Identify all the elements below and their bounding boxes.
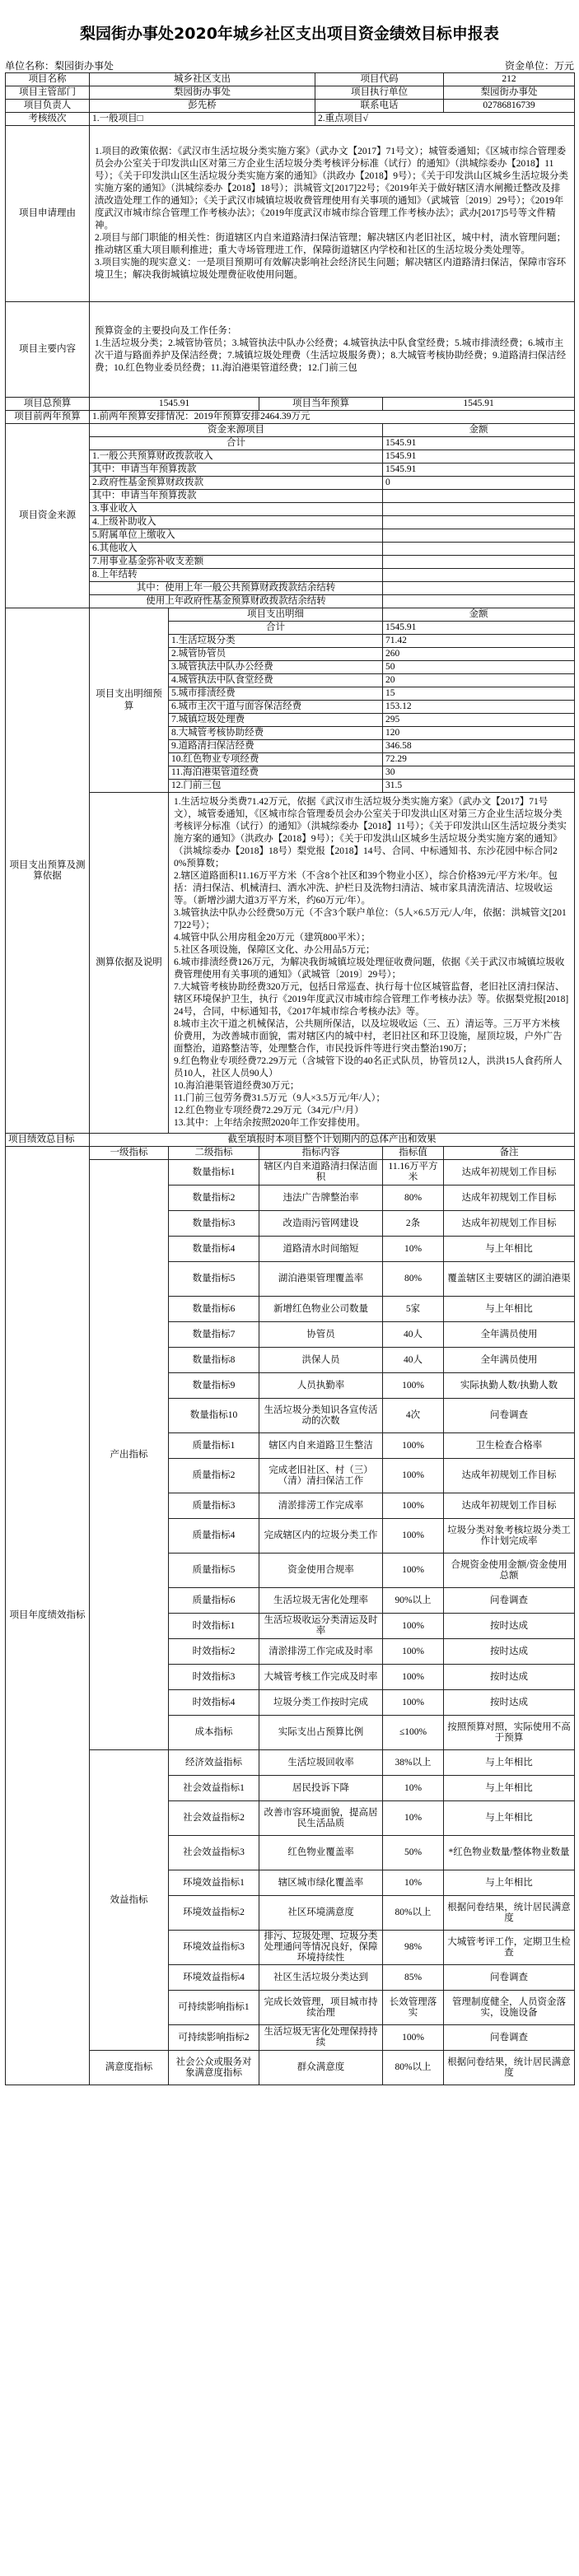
- indicator-value: 40人: [383, 1348, 444, 1373]
- indicator-content: 湖泊港渠管理覆盖率: [259, 1262, 383, 1297]
- indicator-level2: 社会效益指标1: [169, 1776, 259, 1801]
- indicator-note: 按时达成: [444, 1690, 575, 1716]
- indicator-value: 10%: [383, 1237, 444, 1262]
- indicator-content: 清淤排涝工作完成及时率: [259, 1639, 383, 1665]
- source-item: 1.一般公共预算财政拨款收入: [90, 450, 383, 463]
- source-amount: [383, 556, 575, 569]
- source-amount: 1545.91: [383, 463, 575, 477]
- indicator-level2: 数量指标7: [169, 1322, 259, 1348]
- level-general: 1.一般项目□: [90, 113, 315, 126]
- indicator-value: 80%以上: [383, 2051, 444, 2085]
- indicator-content: 清淤排涝工作完成率: [259, 1493, 383, 1519]
- year-budget-label: 项目当年预算: [259, 398, 383, 411]
- total-budget: 1545.91: [90, 398, 259, 411]
- indicator-group: 效益指标: [90, 1750, 169, 2051]
- source-amount: [383, 543, 575, 556]
- indicator-value: 38%以上: [383, 1750, 444, 1776]
- expense-section: [6, 608, 575, 1134]
- indicator-level2: 数量指标10: [169, 1399, 259, 1433]
- expense-amount: 30: [383, 766, 575, 780]
- expense-item: 11.海泊港渠管道经费: [169, 766, 383, 780]
- indicator-content: 社区生活垃圾分类达到: [259, 1965, 383, 1991]
- source-label: 项目资金来源: [6, 424, 90, 608]
- level-key: 2.重点项目√: [315, 113, 575, 126]
- indicator-level2: 质量指标1: [169, 1433, 259, 1459]
- indicator-note: 与上年相比: [444, 1776, 575, 1801]
- source-col-amount: 金额: [383, 424, 575, 437]
- expense-amount: 1545.91: [383, 622, 575, 635]
- indicator-content: 生活垃圾无害化处理保持持续: [259, 2025, 383, 2051]
- indicator-note: 根据问卷结果，统计居民满意度: [444, 2051, 575, 2085]
- expense-amount: 20: [383, 674, 575, 687]
- indicator-note: 与上年相比: [444, 1801, 575, 1836]
- indicator-content: 实际支出占预算比例: [259, 1716, 383, 1750]
- source-item: 7.用事业基金弥补收支差额: [90, 556, 383, 569]
- indicator-value: 80%: [383, 1186, 444, 1211]
- source-amount: 1545.91: [383, 450, 575, 463]
- indicator-level2: 时效指标1: [169, 1614, 259, 1639]
- indicator-content: 新增红色物业公司数量: [259, 1297, 383, 1322]
- indicator-level2: 数量指标2: [169, 1186, 259, 1211]
- expense-amount: 153.12: [383, 701, 575, 714]
- source-item: 其中：使用上年一般公共预算财政拨款结余结转: [90, 582, 383, 595]
- indicator-content: 生活垃圾分类知识各宣传活动的次数: [259, 1399, 383, 1433]
- indicator-note: 与上年相比: [444, 1870, 575, 1896]
- total-budget-label: 项目总预算: [6, 398, 90, 411]
- indicator-level2: 质量指标5: [169, 1554, 259, 1588]
- indicator-level2: 可持续影响指标1: [169, 1991, 259, 2025]
- overall-goal-label: 项目绩效总目标: [6, 1134, 90, 1147]
- indicator-level2: 可持续影响指标2: [169, 2025, 259, 2051]
- source-item: 6.其他收入: [90, 543, 383, 556]
- content-text: 预算资金的主要投向及工作任务： 1.生活垃圾分类；2.城管协管员；3.城管执法中队办公经费；4.城管执法中队食堂经费；5.城市排渍经费；6.城市主次干道与路面养护及保洁经费；7.城镇垃圾处理费（生活垃圾服务费）；8.大城管考核协助经费；9.道路清扫保洁经费；10.红色物业委员经费；11.海泊港渠管道经费；12.门前三包: [90, 302, 575, 398]
- expense-amount: 50: [383, 661, 575, 674]
- expense-item: 12.门前三包: [169, 780, 383, 793]
- indicator-value: 100%: [383, 1459, 444, 1493]
- indicator-note: 垃圾分类对象考核垃圾分类工作计划完成率: [444, 1519, 575, 1554]
- calc-basis-label: 测算依据及说明: [90, 793, 169, 1134]
- content-label: 项目主要内容: [6, 302, 90, 398]
- indicator-level2: 质量指标4: [169, 1519, 259, 1554]
- basis-text: 1.项目的政策依据：《武汉市生活垃圾分类实施方案》（武办文【2017】71号文）；城管委通知；《区城市综合管理委员会办公室关于印发洪山区对第三方企业生活垃圾分类考核评分标准（试行）的通知》（洪城综委办【2018】11号）；《关于印发洪山区生活垃圾分类实施方案的通知》（洪政办【2018】9号）；《关于印发洪山区城乡生活垃圾分类实施方案的通知》（洪城综委办【2018】18号）；洪城管文[2017]22号；《2019年关于做好辖区清水闸搬迁整改及排渍改造处理工作的通知》；《关于武汉市城镇垃圾收费管理使用有关事项的通知》（武城管〔2019〕29号）；《2019年度武汉市城市综合管理工作考核办法》；《2019年度武汉市城市综合管理工作考核办法》；武办[2017]5号等文件精神。 2.项目与部门职能的相关性：街道辖区内自来道路清扫保洁管理；解决辖区内老旧社区，城中村，渍水管理问题；推动辖区重大项目顺利推进；重大寺场管理进工作，保障街道辖区内学校和社区的生活垃圾分类处理等。 3.项目实施的现实意义：一是项目预期可有效解决影响社会经济民生问题；解决辖区内道路清扫保洁，保障市容环境卫生；解决我街城镇垃圾处理费征收使用问题。: [90, 126, 575, 302]
- indicator-level2: 成本指标: [169, 1716, 259, 1750]
- expense-item: 5.城市排渍经费: [169, 687, 383, 701]
- indicator-value: ≤100%: [383, 1716, 444, 1750]
- indicator-content: 洪保人员: [259, 1348, 383, 1373]
- indicator-level2: 社会公众或服务对象满意度指标: [169, 2051, 259, 2085]
- indicator-content: 辖区内自来道路卫生整洁: [259, 1433, 383, 1459]
- source-col-name: 资金来源项目: [90, 424, 383, 437]
- indicator-level2: 环境效益指标2: [169, 1896, 259, 1931]
- expense-col-amount: 金额: [383, 608, 575, 622]
- annual-indicator-label: 项目年度绩效指标: [6, 1147, 90, 2085]
- indicator-value: 100%: [383, 2025, 444, 2051]
- indicator-level2: 经济效益指标: [169, 1750, 259, 1776]
- indicator-content: 群众满意度: [259, 2051, 383, 2085]
- source-item: 合计: [90, 437, 383, 450]
- indicator-level2: 数量指标6: [169, 1297, 259, 1322]
- indicator-note: 根据问卷结果，统计居民满意度: [444, 1896, 575, 1931]
- expense-amount: 260: [383, 648, 575, 661]
- indicator-value: 100%: [383, 1614, 444, 1639]
- source-amount: [383, 516, 575, 529]
- indicator-content: 大城管考核工作完成及时率: [259, 1665, 383, 1690]
- indicator-value: 100%: [383, 1493, 444, 1519]
- indicator-note: 合规资金使用金额/资金使用总额: [444, 1554, 575, 1588]
- source-item: 其中：申请当年预算拨款: [90, 463, 383, 477]
- indicator-note: 达成年初规划工作目标: [444, 1493, 575, 1519]
- indicator-content: 协管员: [259, 1322, 383, 1348]
- source-item: 8.上年结转: [90, 569, 383, 582]
- source-item: 使用上年政府性基金预算财政拨款结余结转: [90, 595, 383, 608]
- indicator-value: 10%: [383, 1776, 444, 1801]
- expense-col-name: 项目支出明细: [169, 608, 383, 622]
- indicator-value: 5家: [383, 1297, 444, 1322]
- indicator-content: 生活垃圾收运分类清运及时率: [259, 1614, 383, 1639]
- indicator-level2: 数量指标9: [169, 1373, 259, 1399]
- indicator-value: 80%以上: [383, 1896, 444, 1931]
- indicator-value: 100%: [383, 1639, 444, 1665]
- indicator-note: 按时达成: [444, 1614, 575, 1639]
- indicator-note: 与上年相比: [444, 1237, 575, 1262]
- indicator-note: 达成年初规划工作目标: [444, 1211, 575, 1237]
- indicator-note: 卫生检查合格率: [444, 1433, 575, 1459]
- indicator-value: 50%: [383, 1836, 444, 1870]
- indicator-content: 生活垃圾无害化处理率: [259, 1588, 383, 1614]
- indicator-note: 问卷调查: [444, 1588, 575, 1614]
- indicator-level2: 数量指标1: [169, 1160, 259, 1186]
- performance-table: [5, 72, 575, 2085]
- indicator-content: 完成老旧社区、村（三）（清）清扫保洁工作: [259, 1459, 383, 1493]
- dept-label: 项目主管部门: [6, 86, 90, 100]
- expense-item: 4.城管执法中队食堂经费: [169, 674, 383, 687]
- expense-item: 3.城管执法中队办公经费: [169, 661, 383, 674]
- dept: 梨园街办事处: [90, 86, 315, 100]
- indicator-note: 问卷调查: [444, 1965, 575, 1991]
- indicator-value: 10%: [383, 1801, 444, 1836]
- source-section: [6, 424, 575, 608]
- indicator-level2: 环境效益指标1: [169, 1870, 259, 1896]
- indicator-value: 100%: [383, 1554, 444, 1588]
- perf-section: [6, 1134, 575, 2085]
- indicator-content: 违法广告牌整治率: [259, 1186, 383, 1211]
- indicator-value: 4次: [383, 1399, 444, 1433]
- exec: 梨园街办事处: [444, 86, 575, 100]
- indicator-level2: 质量指标2: [169, 1459, 259, 1493]
- indicator-content: 资金使用合规率: [259, 1554, 383, 1588]
- person-label: 项目负责人: [6, 100, 90, 113]
- indicator-content: 改造雨污管网建设: [259, 1211, 383, 1237]
- expense-item: 1.生活垃圾分类: [169, 635, 383, 648]
- col-note: 备注: [444, 1147, 575, 1160]
- indicator-level2: 社会效益指标2: [169, 1801, 259, 1836]
- indicator-value: 2条: [383, 1211, 444, 1237]
- indicator-content: 道路清水时间缩短: [259, 1237, 383, 1262]
- indicator-note: 达成年初规划工作目标: [444, 1459, 575, 1493]
- indicator-level2: 数量指标4: [169, 1237, 259, 1262]
- indicator-note: 大城管考评工作，定期卫生检查: [444, 1931, 575, 1965]
- indicator-note: *红色物业数量/整体物业数量: [444, 1836, 575, 1870]
- source-item: 5.附属单位上缴收入: [90, 529, 383, 543]
- indicator-level2: 时效指标3: [169, 1665, 259, 1690]
- source-item: 3.事业收入: [90, 503, 383, 516]
- indicator-note: 按时达成: [444, 1665, 575, 1690]
- calc-basis-text: 1.生活垃圾分类费71.42万元，依据《武汉市生活垃圾分类实施方案》（武办文【2017】71号文），城管委通知，《区城市综合管理委员会办公室关于印发洪山区对第三方企业生活垃圾分类考核评分标准（试行）的通知》（洪城综委办【2018】11号）；《关于印发洪山区生活垃圾分类实施方案的通知》（洪政办【2018】9号）；《关于印发洪山区城乡生活垃圾分类实施方案的通知》（洪城综委办【2018】18号）梨党报【2018】14号、合同、中标通知书、东沙花园中标合同20%预算数； 2.辖区道路面积11.16万平方米（不含8个社区和39个物业小区），综合价格39元/平方米/年。包括：清扫保洁、机械清扫、洒水冲洗、护栏日及洗物扫清洁、城市家具清洗清洁、垃圾收运等。（新增沙湖大道3万平方米，约60万元/年）。 3.城管执法中队办公经费50万元（不含3个联户单位：（5人×6.5万元/人/年，依据：洪城管文[2017]22号）； 4.城管中队公用房租金20万元（建筑800平米）； 5.社区各项设施，保障区文化、办公用品5万元； 6.城市排渍经费126万元，为解决我街城镇垃圾处理征收费问题，依据《关于武汉市城镇垃圾收费管理使用有关事项的通知》（武城管〔2019〕29号）； 7.大城管考核协助经费320万元，包括日常巡查、执行每十位区城管监督，老旧社区清扫保洁、辖区环境保护卫生，执行《2019年度武汉市城市综合管理工作考核办法》等。依据梨党报[2018]24号，合同，中标通知书，《2017年城市综合考核办法》等。 8.城市主次干道之机械保洁，公共厕所保洁，以及垃圾收运（三、五）清运等。三万平方米核价费用，为改善城市面貌，需对辖区内的城中村，老旧社区和环卫设施，屋顶垃圾，户外广告面整治，道路整洁等，处理整合作，市民投诉件等进行突击整治190万； 9.红色物业专项经费72.29万元（含城管下设的40名正式队员，协管员12人，洪洪15人食药所人员10人，社区人员90人） 10.海泊港渠管道经费30万元； 11.门前三包劳务费31.5万元（9人×3.5万元/年/人）； 12.红色物业专项经费72.29万元（34元/户/月） 13.其中：上年结余按照2020年工作安排使用。: [169, 793, 575, 1134]
- project-code: 212: [444, 73, 575, 86]
- indicator-value: 11.16万平方米: [383, 1160, 444, 1186]
- indicator-content: 辖区内自来道路清扫保洁面积: [259, 1160, 383, 1186]
- col-value: 指标值: [383, 1147, 444, 1160]
- source-amount: 1545.91: [383, 437, 575, 450]
- source-amount: [383, 582, 575, 595]
- project-name-label: 项目名称: [6, 73, 90, 86]
- project-name: 城乡社区支出: [90, 73, 315, 86]
- person: 彭先桥: [90, 100, 315, 113]
- source-item: 4.上级补助收入: [90, 516, 383, 529]
- indicator-note: 达成年初规划工作目标: [444, 1160, 575, 1186]
- indicator-content: 生活垃圾回收率: [259, 1750, 383, 1776]
- indicator-level2: 质量指标6: [169, 1588, 259, 1614]
- meta-row: [5, 59, 574, 72]
- indicator-level2: 社会效益指标3: [169, 1836, 259, 1870]
- indicator-level2: 质量指标3: [169, 1493, 259, 1519]
- expense-amount: 295: [383, 714, 575, 727]
- expense-label: 项目支出预算及测算依据: [6, 608, 90, 1134]
- exec-label: 项目执行单位: [315, 86, 444, 100]
- indicator-note: 全年满员使用: [444, 1322, 575, 1348]
- indicator-note: 实际执勤人数/执勤人数: [444, 1373, 575, 1399]
- indicator-level2: 数量指标5: [169, 1262, 259, 1297]
- indicator-note: 按时达成: [444, 1639, 575, 1665]
- unit-name: 单位名称：梨园街办事处: [5, 60, 114, 72]
- indicator-value: 100%: [383, 1433, 444, 1459]
- indicator-content: 排污、垃圾处理、垃圾分类处理通问等情况良好，保障环境持续性: [259, 1931, 383, 1965]
- indicator-group: 产出指标: [90, 1160, 169, 1750]
- expense-item: 9.道路清扫保洁经费: [169, 740, 383, 753]
- indicator-value: 100%: [383, 1690, 444, 1716]
- indicator-value: 100%: [383, 1373, 444, 1399]
- money-unit: 资金单位：万元: [504, 60, 574, 72]
- expense-detail-label: 项目支出明细预算: [90, 608, 169, 793]
- indicator-level2: 时效指标2: [169, 1639, 259, 1665]
- indicator-level2: 时效指标4: [169, 1690, 259, 1716]
- expense-amount: 120: [383, 727, 575, 740]
- indicator-value: 80%: [383, 1262, 444, 1297]
- basis-label: 项目申请理由: [6, 126, 90, 302]
- source-amount: [383, 595, 575, 608]
- indicator-note: 问卷调查: [444, 2025, 575, 2051]
- year-budget: 1545.91: [383, 398, 575, 411]
- project-code-label: 项目代码: [315, 73, 444, 86]
- indicator-note: 达成年初规划工作目标: [444, 1186, 575, 1211]
- indicator-content: 社区环境满意度: [259, 1896, 383, 1931]
- indicator-content: 人员执勤率: [259, 1373, 383, 1399]
- indicator-value: 长效管理落实: [383, 1991, 444, 2025]
- indicator-level2: 环境效益指标3: [169, 1931, 259, 1965]
- expense-amount: 15: [383, 687, 575, 701]
- expense-item: 6.城市主次干道与面容保洁经费: [169, 701, 383, 714]
- source-amount: 0: [383, 477, 575, 490]
- history-budget: 1.前两年预算安排情况：2019年预算安排2464.39万元: [90, 411, 575, 424]
- source-amount: [383, 569, 575, 582]
- indicator-group: 满意度指标: [90, 2051, 169, 2085]
- source-amount: [383, 529, 575, 543]
- col-level1: 一级指标: [90, 1147, 169, 1160]
- indicator-value: 10%: [383, 1870, 444, 1896]
- col-content: 指标内容: [259, 1147, 383, 1160]
- phone: 02786816739: [444, 100, 575, 113]
- indicator-content: 辖区城市绿化覆盖率: [259, 1870, 383, 1896]
- indicator-content: 完成长效管理，项目城市持续治理: [259, 1991, 383, 2025]
- expense-item: 2.城管协管员: [169, 648, 383, 661]
- indicator-note: 与上年相比: [444, 1297, 575, 1322]
- indicator-value: 98%: [383, 1931, 444, 1965]
- indicator-content: 改善市容环境面貌，提高居民生活品质: [259, 1801, 383, 1836]
- indicator-content: 垃圾分类工作按时完成: [259, 1690, 383, 1716]
- expense-amount: 72.29: [383, 753, 575, 766]
- source-item: 2.政府性基金预算财政拨款: [90, 477, 383, 490]
- expense-item: 7.城镇垃圾处理费: [169, 714, 383, 727]
- indicator-value: 40人: [383, 1322, 444, 1348]
- indicator-note: 按照预算对照，实际使用不高于预算: [444, 1716, 575, 1750]
- phone-label: 联系电话: [315, 100, 444, 113]
- indicator-content: 红色物业覆盖率: [259, 1836, 383, 1870]
- history-budget-label: 项目前两年预算: [6, 411, 90, 424]
- indicator-note: 管理制度健全，人员资金落实，设施设备: [444, 1991, 575, 2025]
- indicator-content: 完成辖区内的垃圾分类工作: [259, 1519, 383, 1554]
- indicator-note: 问卷调查: [444, 1399, 575, 1433]
- indicator-value: 100%: [383, 1665, 444, 1690]
- expense-item: 合计: [169, 622, 383, 635]
- overall-goal-text: 截至填报时本项目整个计划期内的总体产出和效果: [90, 1134, 575, 1147]
- expense-item: 8.大城管考核协助经费: [169, 727, 383, 740]
- indicator-value: 100%: [383, 1519, 444, 1554]
- source-amount: [383, 503, 575, 516]
- indicator-value: 90%以上: [383, 1588, 444, 1614]
- indicator-note: 与上年相比: [444, 1750, 575, 1776]
- expense-item: 10.红色物业专项经费: [169, 753, 383, 766]
- level-label: 考核级次: [6, 113, 90, 126]
- expense-amount: 71.42: [383, 635, 575, 648]
- indicator-note: 全年满员使用: [444, 1348, 575, 1373]
- source-amount: [383, 490, 575, 503]
- source-item: 其中：申请当年预算拨款: [90, 490, 383, 503]
- col-level2: 二级指标: [169, 1147, 259, 1160]
- indicator-value: 85%: [383, 1965, 444, 1991]
- indicator-level2: 环境效益指标4: [169, 1965, 259, 1991]
- expense-amount: 31.5: [383, 780, 575, 793]
- indicator-content: 居民投诉下降: [259, 1776, 383, 1801]
- indicator-note: 覆盖辖区主要辖区的湖泊港渠: [444, 1262, 575, 1297]
- indicator-level2: 数量指标3: [169, 1211, 259, 1237]
- expense-amount: 346.58: [383, 740, 575, 753]
- page-title: 梨园街办事处2020年城乡社区支出项目资金绩效目标申报表: [80, 25, 499, 43]
- indicator-level2: 数量指标8: [169, 1348, 259, 1373]
